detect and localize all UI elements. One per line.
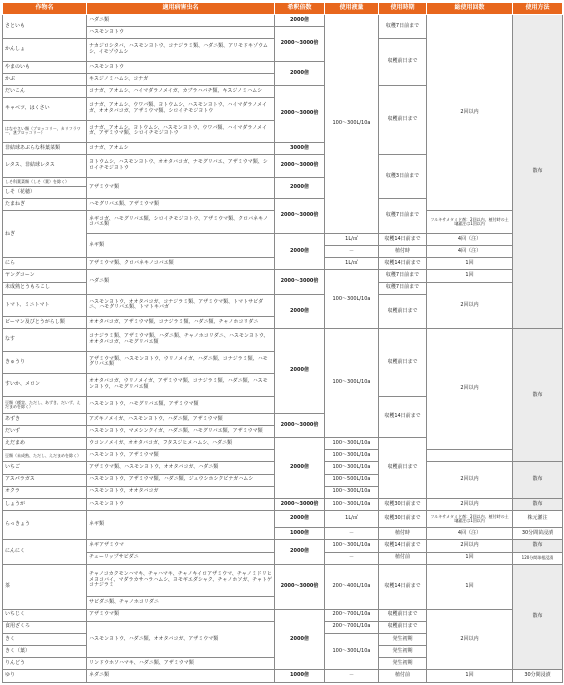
timing-cell: 収穫30日前まで bbox=[379, 510, 427, 527]
volume-cell: 100～300L/10a bbox=[325, 438, 379, 450]
header-row bbox=[3, 3, 563, 15]
crop-cell: 未成熟とうもろこし bbox=[3, 282, 87, 294]
timing-cell: 収穫7日前まで bbox=[379, 199, 427, 234]
volume-cell: 100～300L/10a bbox=[325, 498, 379, 510]
pest-cell: ハスモンヨトウ bbox=[87, 498, 275, 510]
dilution-cell: 2000倍 bbox=[275, 510, 325, 527]
crop-cell: 豆類（種実、ただし、あずき、だいず、えだまめを除く） bbox=[3, 396, 87, 413]
pest-cell: ネギアザミウマ bbox=[87, 540, 275, 552]
table-row bbox=[3, 498, 563, 510]
method-cell: 120分間球根浸漬 bbox=[513, 552, 563, 564]
timing-cell: 収穫前日まで bbox=[379, 329, 427, 396]
pest-cell: ウコンノメイガ、オオタバコガ、フタスジヒメハムシ、ハダニ類 bbox=[87, 438, 275, 450]
pest-cell: サビダニ類、チャノホコリダニ bbox=[87, 597, 275, 609]
volume-cell: 200～700L/10a bbox=[325, 609, 379, 621]
pest-cell: ナカジロシタバ、ハスモンヨトウ、コナジラミ類、ハダニ類、アリモドキゾウムシ、イモゾウムシ bbox=[87, 39, 275, 61]
total-cell: 2回以内 bbox=[427, 498, 513, 510]
crop-cell: レタス、非結球レタス bbox=[3, 155, 87, 177]
header-total: 総使用回数 bbox=[427, 3, 513, 15]
volume-cell: 100～300L/10a bbox=[325, 270, 379, 329]
header-dilution: 希釈倍数 bbox=[275, 3, 325, 15]
volume-cell: 1L/㎡ bbox=[325, 258, 379, 270]
table-row bbox=[3, 564, 563, 597]
dilution-cell: 2000倍 bbox=[275, 609, 325, 670]
timing-cell: 収穫14日前まで bbox=[379, 258, 427, 270]
crop-cell: にんにく bbox=[3, 540, 87, 564]
dilution-cell: 2000～3000倍 bbox=[275, 199, 325, 234]
dilution-cell: 2000～3000倍 bbox=[275, 498, 325, 510]
total-cell: 1回 bbox=[427, 552, 513, 564]
timing-cell: 収穫7日前まで bbox=[379, 270, 427, 282]
dilution-cell: 2000倍 bbox=[275, 61, 325, 85]
pest-cell: チューリップサビダニ bbox=[87, 552, 275, 564]
pest-cell: キスジノミハムシ、コナガ bbox=[87, 73, 275, 85]
crop-cell: なす bbox=[3, 329, 87, 351]
pest-cell: ネギ類 bbox=[87, 510, 275, 539]
crop-cell: かぶ bbox=[3, 73, 87, 85]
total-cell: 2回以内 bbox=[427, 15, 513, 211]
dilution-cell: 2000～3000倍 bbox=[275, 27, 325, 62]
header-volume: 使用液量 bbox=[325, 3, 379, 15]
total-cell: フルキサメタミド剤：2回以内、植付時の土壌灌注は1回以内 bbox=[427, 211, 513, 233]
volume-cell: － bbox=[325, 670, 379, 683]
crop-cell: ヤングコーン bbox=[3, 270, 87, 282]
volume-cell: 100～300L/10a bbox=[325, 462, 379, 474]
pest-cell: コナジラミ類、アザミウマ類、ハダニ類、チャノホコリダニ、ハスモンヨトウ、オオタバコガ、ハモグリバエ類 bbox=[87, 329, 275, 351]
crop-cell: アスパラガス bbox=[3, 474, 87, 486]
volume-cell: 100～500L/10a bbox=[325, 474, 379, 486]
crop-cell: だいこん bbox=[3, 86, 87, 98]
pest-cell: ハスモンヨトウ、ハモグリバエ類、アザミウマ類 bbox=[87, 396, 275, 413]
method-cell: 散布 bbox=[513, 329, 563, 462]
crop-cell: ピーマン及びとうがらし類 bbox=[3, 317, 87, 329]
volume-cell: 1L/㎡ bbox=[325, 233, 379, 245]
dilution-cell: 2000倍 bbox=[275, 177, 325, 199]
crop-cell: きゅうり bbox=[3, 351, 87, 373]
pest-cell: ハスモンヨトウ、オオタバコガ bbox=[87, 486, 275, 498]
pest-cell: コナガ、アオムシ、ヨトウムシ、ハスモンヨトウ、ウワバ類、ハイマダラノメイガ、アザミウマ類、シロイチモジヨトウ bbox=[87, 120, 275, 142]
timing-cell: 収穫前日まで bbox=[379, 86, 427, 155]
timing-cell: 収穫14日前まで bbox=[379, 396, 427, 438]
table-row bbox=[3, 609, 563, 621]
timing-cell: 収穫前日まで bbox=[379, 438, 427, 499]
total-cell: 4回（注） bbox=[427, 528, 513, 540]
header-timing: 使用時期 bbox=[379, 3, 427, 15]
dilution-cell: 2000～3000倍 bbox=[275, 413, 325, 437]
crop-cell: すいか、メロン bbox=[3, 374, 87, 396]
table-row bbox=[3, 329, 563, 351]
total-cell: 2回以内 bbox=[427, 609, 513, 670]
total-cell: 2回以内 bbox=[427, 540, 513, 552]
crop-cell: たまねぎ bbox=[3, 199, 87, 211]
pest-cell: コナガ、アオムシ bbox=[87, 143, 275, 155]
volume-cell: 100～300L/10a bbox=[325, 540, 379, 552]
crop-cell: やまのいも bbox=[3, 61, 87, 73]
volume-cell: 200～700L/10a bbox=[325, 621, 379, 633]
crop-cell: 豆類（未成熟、ただし、えだまめを除く） bbox=[3, 450, 87, 462]
pest-cell: アザミウマ類 bbox=[87, 609, 275, 621]
timing-cell: 植付前 bbox=[379, 670, 427, 683]
timing-cell: 植付時 bbox=[379, 528, 427, 540]
crop-cell: 食用ざくろ bbox=[3, 621, 87, 633]
timing-cell: 植付時 bbox=[379, 246, 427, 258]
pest-cell: ネギ類 bbox=[87, 233, 275, 257]
crop-cell: ゆり bbox=[3, 670, 87, 683]
pest-cell: ハスモンヨトウ、マメシンクイガ、ハダニ類、ハモグリバエ類、アザミウマ類 bbox=[87, 426, 275, 438]
pest-cell: ハスモンヨトウ bbox=[87, 27, 275, 39]
table-row bbox=[3, 510, 563, 527]
method-cell: 30分間浸漬 bbox=[513, 670, 563, 683]
pest-cell: ハスモンヨトウ、ハダニ類、オオタバコガ、アザミウマ類 bbox=[87, 621, 275, 657]
crop-cell: かんしょ bbox=[3, 39, 87, 61]
dilution-cell: 2000倍 bbox=[275, 233, 325, 269]
total-cell: 2回以内 bbox=[427, 282, 513, 329]
timing-cell: 発生初期 bbox=[379, 658, 427, 670]
crop-cell: きく（葉） bbox=[3, 646, 87, 658]
pest-cell: ネギコガ、ハモグリバエ類、シロイチモジヨトウ、アザミウマ類、クロバネキノコバエ類 bbox=[87, 211, 275, 233]
total-cell: フルキサメタミド剤：2回以内、植付時の土壌灌注は1回以内 bbox=[427, 510, 513, 527]
timing-cell: 収穫3日前まで bbox=[379, 155, 427, 199]
total-cell: 1回 bbox=[427, 670, 513, 683]
volume-cell: 200～400L/10a bbox=[325, 564, 379, 609]
dilution-cell: 2000倍 bbox=[275, 329, 325, 414]
volume-cell: 100～300L/10a bbox=[325, 329, 379, 438]
crop-cell: しそ（花穂） bbox=[3, 187, 87, 199]
table-row bbox=[3, 540, 563, 552]
usage-table bbox=[2, 2, 563, 683]
table-row bbox=[3, 233, 563, 245]
dilution-cell: 2000倍 bbox=[275, 294, 325, 329]
header-method: 使用方法 bbox=[513, 3, 563, 15]
timing-cell: 植付前 bbox=[379, 552, 427, 564]
timing-cell: 収穫前日まで bbox=[379, 609, 427, 621]
crop-cell: いちじく bbox=[3, 609, 87, 621]
crop-cell: しょうが bbox=[3, 498, 87, 510]
crop-cell: キャベツ、はくさい bbox=[3, 98, 87, 120]
crop-cell: りんどう bbox=[3, 658, 87, 670]
pest-cell: ハスモンヨトウ bbox=[87, 61, 275, 73]
table-row bbox=[3, 15, 563, 27]
timing-cell: 収穫前日まで bbox=[379, 621, 427, 633]
timing-cell: 収穫7日前まで bbox=[379, 15, 427, 39]
pest-cell: ハスモンヨトウ、オオタバコガ、コナジラミ類、アザミウマ類、トマトサビダニ、ハモグリバエ類、トマトキバガ bbox=[87, 294, 275, 316]
dilution-cell: 2000～3000倍 bbox=[275, 155, 325, 177]
crop-cell: いちご bbox=[3, 462, 87, 474]
timing-cell: 収穫30日前まで bbox=[379, 498, 427, 510]
table-row bbox=[3, 270, 563, 282]
pest-cell: ヨトウムシ、ハスモンヨトウ、オオタバコガ、ナモグリバエ、アザミウマ類、シロイチモジヨトウ bbox=[87, 155, 275, 177]
timing-cell: 発生初期 bbox=[379, 646, 427, 658]
pest-cell: アザミウマ類、ハスモンヨトウ、ウリノメイガ、ハダニ類、コナジラミ類、ハモグリバエ類 bbox=[87, 351, 275, 373]
crop-cell: だいず bbox=[3, 426, 87, 438]
method-cell: 散布 bbox=[513, 462, 563, 498]
crop-cell: らっきょう bbox=[3, 510, 87, 539]
total-cell: 2回以内 bbox=[427, 462, 513, 498]
total-cell: 1回 bbox=[427, 270, 513, 282]
pest-cell: コナガ、アオムシ、ハイマダラノメイガ、カブラハバチ類、キスジノミハムシ bbox=[87, 86, 275, 98]
pest-cell: ハダニ類 bbox=[87, 270, 275, 294]
crop-cell: あずき bbox=[3, 413, 87, 425]
method-cell: 30分間苗浸漬 bbox=[513, 528, 563, 540]
volume-cell: 100～300L/10a bbox=[325, 450, 379, 462]
pest-cell: アザミウマ類 bbox=[87, 177, 275, 199]
timing-cell: 収穫14日前まで bbox=[379, 233, 427, 245]
method-cell: 株元灌注 bbox=[513, 510, 563, 527]
dilution-cell: 1000倍 bbox=[275, 528, 325, 540]
pest-cell: アザミウマ類、ハスモンヨトウ、オオタバコガ、ハダニ類 bbox=[87, 462, 275, 474]
timing-cell: 発生初期 bbox=[379, 633, 427, 645]
dilution-cell: 2000倍 bbox=[275, 438, 325, 499]
crop-cell: きく bbox=[3, 633, 87, 645]
timing-cell: 収穫7日前まで bbox=[379, 282, 427, 294]
pest-cell: ハスモンヨトウ、アザミウマ類、ハダニ類、ジュウシホシクビナガハムシ bbox=[87, 474, 275, 486]
method-cell: 散布 bbox=[513, 564, 563, 670]
timing-cell: 収穫14日前まで bbox=[379, 540, 427, 552]
method-cell: 散布 bbox=[513, 498, 563, 510]
volume-cell: 1L/㎡ bbox=[325, 510, 379, 527]
header-crop: 作物名 bbox=[3, 3, 87, 15]
volume-cell: － bbox=[325, 552, 379, 564]
dilution-cell: 2000～3000倍 bbox=[275, 270, 325, 294]
total-cell: 1回 bbox=[427, 258, 513, 270]
total-cell: 2回以内 bbox=[427, 329, 513, 450]
crop-cell: 非結球あぶらな科葉菜類 bbox=[3, 143, 87, 155]
pest-cell: ハダニ類 bbox=[87, 15, 275, 27]
volume-cell: 100～300L/10a bbox=[325, 633, 379, 669]
crop-cell: はなやさい類（ブロッコリー、カリフラワー、茎ブロッコリー） bbox=[3, 120, 87, 142]
dilution-cell: 3000倍 bbox=[275, 143, 325, 155]
pest-cell: アズキノメイガ、ハスモンヨトウ、ハダニ類、アザミウマ類 bbox=[87, 413, 275, 425]
dilution-cell: 2000倍 bbox=[275, 540, 325, 564]
method-cell: 散布 bbox=[513, 540, 563, 552]
dilution-cell: 1000倍 bbox=[275, 670, 325, 683]
total-cell: 4回（注） bbox=[427, 246, 513, 258]
crop-cell: トマト、ミニトマト bbox=[3, 294, 87, 316]
pest-cell: オオタバコガ、ウリノメイガ、アザミウマ類、コナジラミ類、ハダニ類、ハスモンヨトウ、ハモグリバエ類 bbox=[87, 374, 275, 396]
pest-cell: ハスモンヨトウ、アザミウマ類 bbox=[87, 450, 275, 462]
volume-cell: － bbox=[325, 246, 379, 258]
crop-cell: えだまめ bbox=[3, 438, 87, 450]
header-pest: 適用病害虫名 bbox=[87, 3, 275, 15]
pest-cell: チャノコカクモンハマキ、チャハマキ、チャノキイロアザミウマ、チャノミドリヒメヨコバイ、マダラカサハラハムシ、ヨモギエダシャク、チャノホソガ、チャトゲコナジラミ bbox=[87, 564, 275, 597]
total-cell: 4回（注） bbox=[427, 233, 513, 245]
dilution-cell: 2000～3000倍 bbox=[275, 86, 325, 143]
timing-cell: 収穫前日まで bbox=[379, 294, 427, 329]
pest-cell: オオタバコガ、アザミウマ類、コナジラミ類、ハダニ類、チャノホコリダニ bbox=[87, 317, 275, 329]
crop-cell: さといも bbox=[3, 15, 87, 39]
total-cell: 1回 bbox=[427, 564, 513, 609]
dilution-cell: 2000倍 bbox=[275, 15, 325, 27]
pest-cell: アザミウマ類、クロバネキノコバエ類 bbox=[87, 258, 275, 270]
table-row bbox=[3, 670, 563, 683]
crop-cell: にら bbox=[3, 258, 87, 270]
dilution-cell: 2000～3000倍 bbox=[275, 564, 325, 609]
crop-cell: オクラ bbox=[3, 486, 87, 498]
timing-cell: 収穫14日前まで bbox=[379, 564, 427, 609]
volume-cell: － bbox=[325, 528, 379, 540]
method-cell: 散布 bbox=[513, 15, 563, 329]
crop-cell: ねぎ bbox=[3, 211, 87, 258]
pest-cell: コナガ、アオムシ、ウワバ類、ヨトウムシ、ハスモンヨトウ、ハイマダラノメイガ、オオタバコガ、アザミウマ類、シロイチモジヨトウ bbox=[87, 98, 275, 120]
pest-cell: リンドウホソハマキ、ハダニ類、アザミウマ類 bbox=[87, 658, 275, 670]
pest-cell: ハモグリバエ類、アザミウマ類 bbox=[87, 199, 275, 211]
pest-cell: ネダニ類 bbox=[87, 670, 275, 683]
volume-cell: 100～300L/10a bbox=[325, 15, 379, 234]
crop-cell: 茶 bbox=[3, 564, 87, 609]
crop-cell: しそ科葉菜類（しそ（葉）を除く） bbox=[3, 177, 87, 187]
timing-cell: 収穫前日まで bbox=[379, 39, 427, 86]
volume-cell: 100～300L/10a bbox=[325, 486, 379, 498]
